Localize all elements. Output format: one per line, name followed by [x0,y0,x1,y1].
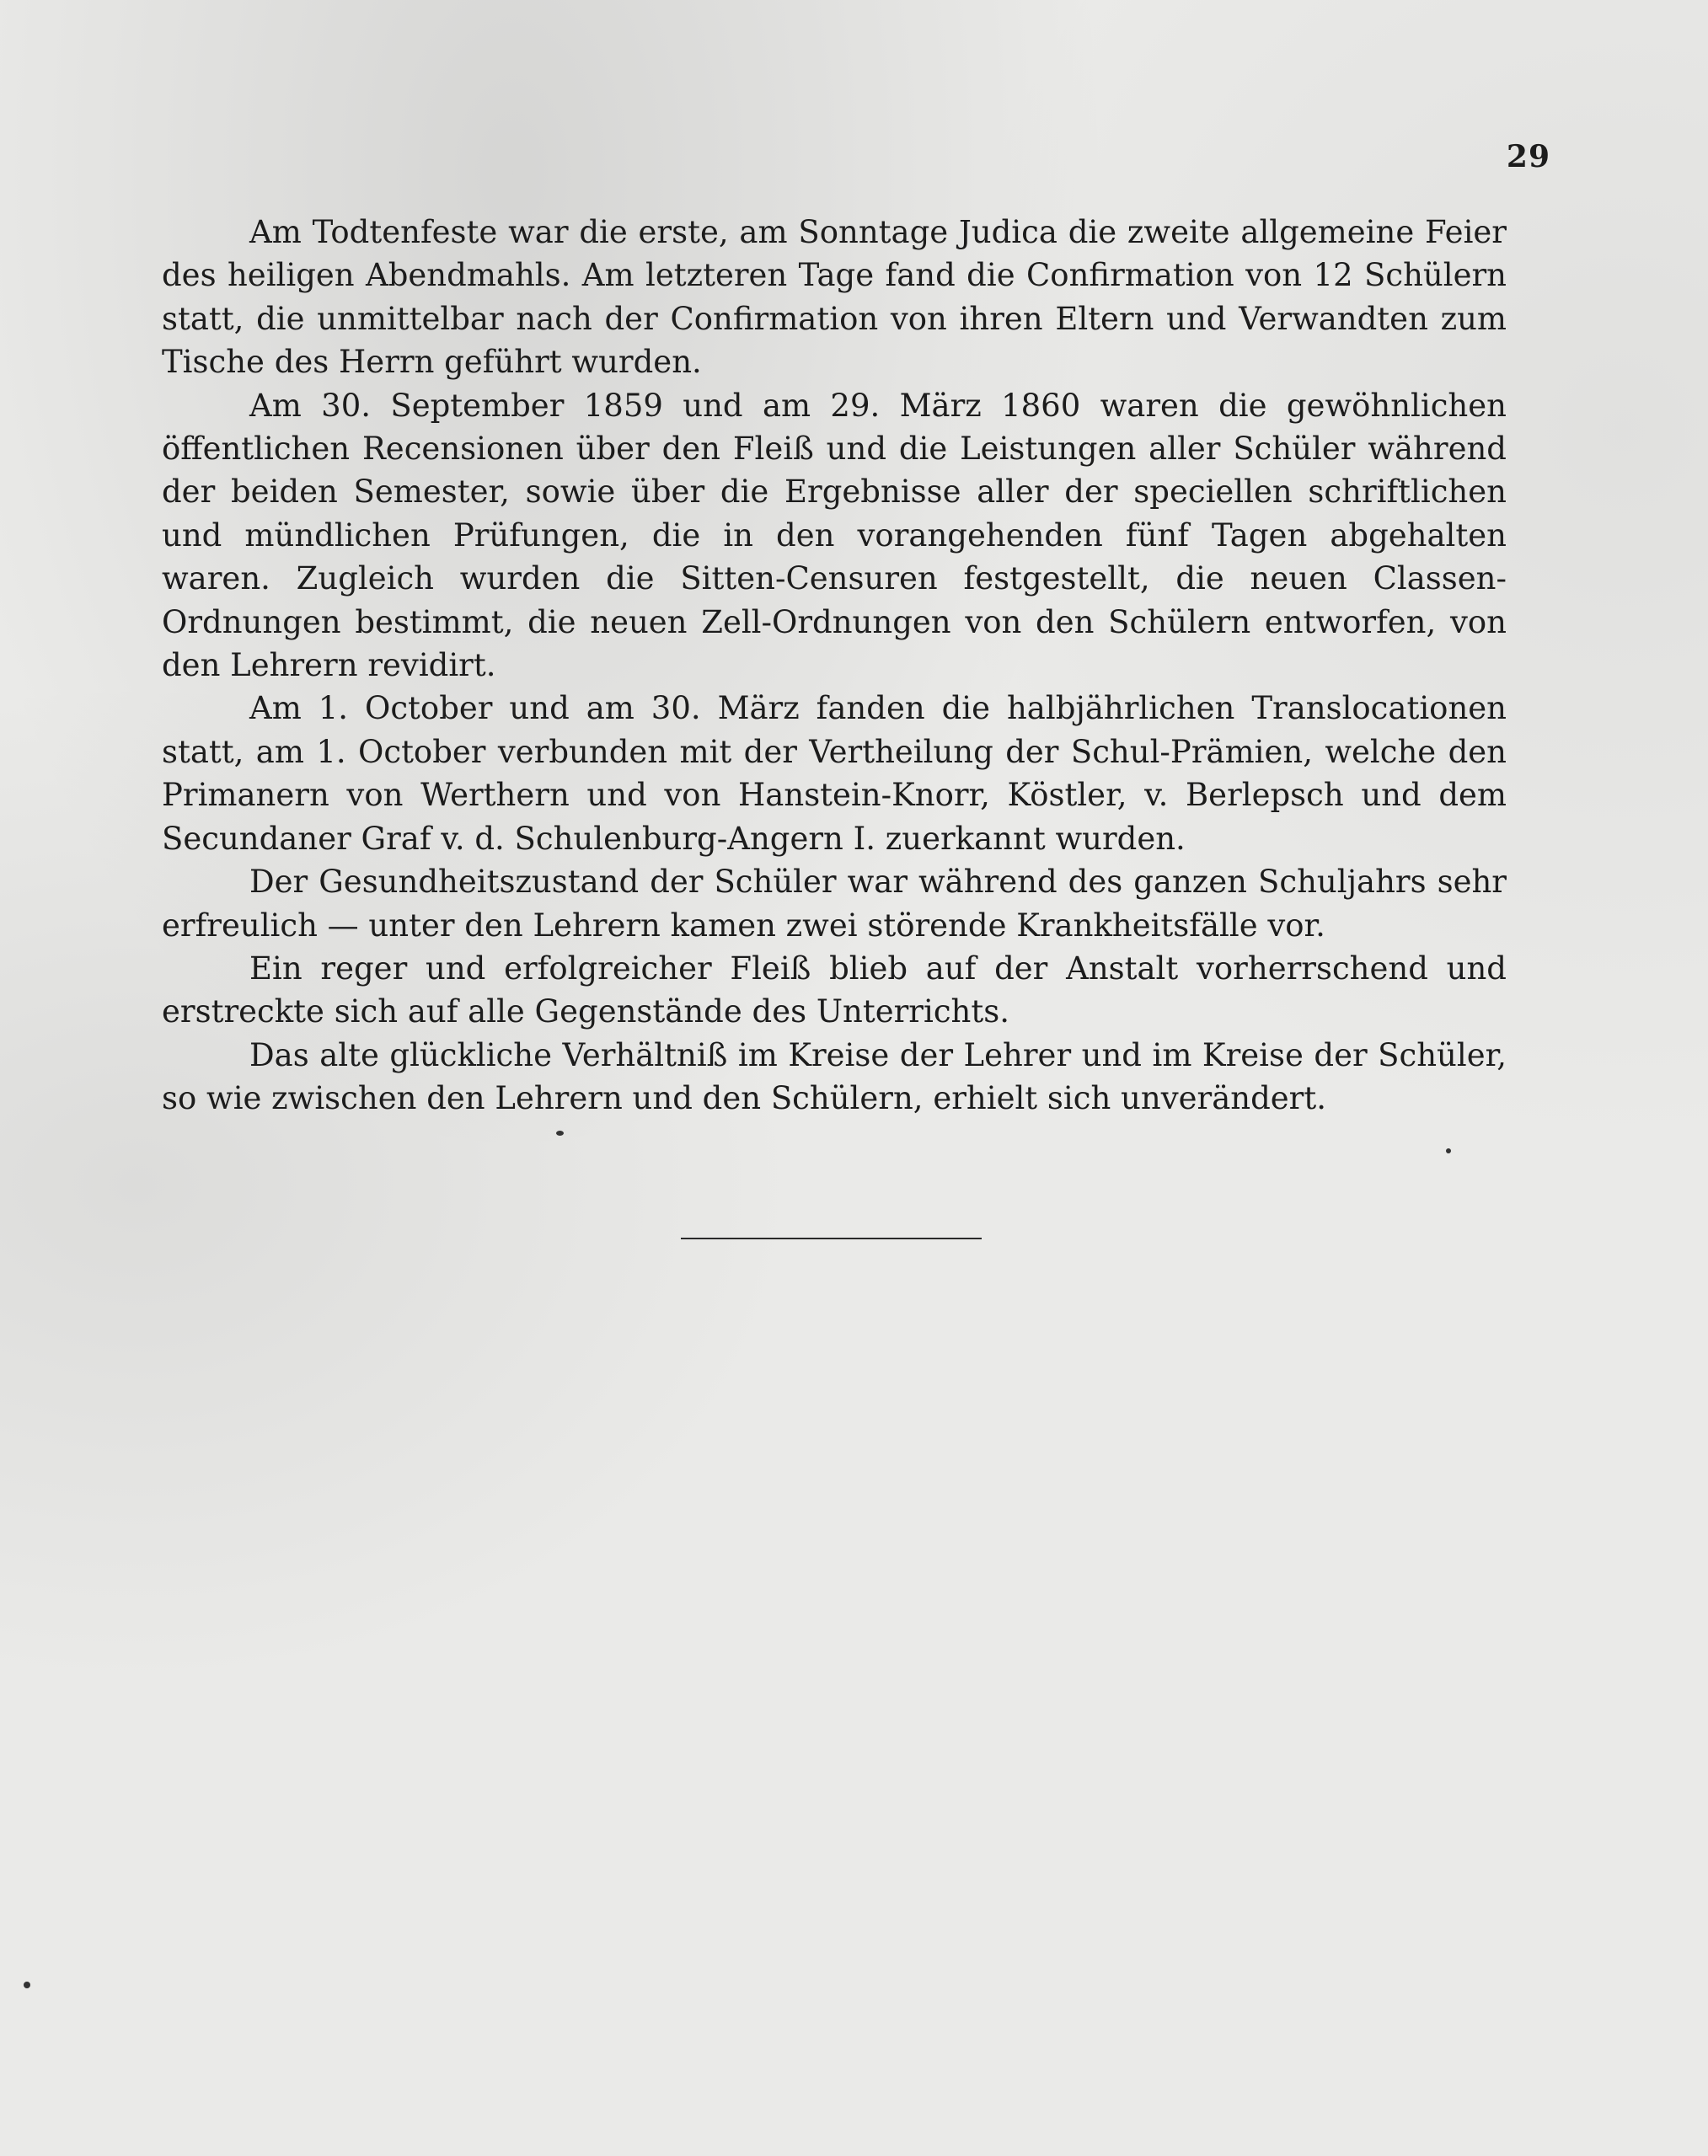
page-number: 29 [1506,139,1550,174]
body-text [162,211,1507,1121]
paper-speck [556,1131,564,1136]
paragraph-translocations: Am 1. October und am 30. März fanden die halbjährlichen Translocationen statt, am 1. October verbunden mit der Vertheilung der Schul-Prämien, welche den Primanern von Werthern und von Hanstein-Knorr, Köstler, v. Berlepsch und dem Secundaner Graf v. d. Schulenburg-Angern I. zuerkannt wurden. [162,690,1507,857]
paper-speck [1446,1148,1451,1153]
paragraph-diligence: Ein reger und erfolgreicher Fleiß blieb auf der Anstalt vorherrschend und erstreckte sich auf alle Gegenstände des Unterrichts. [162,950,1507,1030]
paragraph-communion: Am Todtenfeste war die erste, am Sonntage Judica die zweite allgemeine Feier des heiligen Abendmahls. Am letzteren Tage fand die Confirmation von 12 Schülern statt, die unmittelbar nach der Confirmation von ihren Eltern und Verwandten zum Tische des Herrn geführt wurden. [162,214,1507,381]
paragraph-recensions: Am 30. September 1859 und am 29. März 1860 waren die gewöhnlichen öffentlichen Recensionen über den Fleiß und die Leistungen aller Schüler während der beiden Semester, sowie über die Ergebnisse aller der speciellen schriftlichen und mündlichen Prüfungen, die in den vorangehenden fünf Tagen abgehalten waren. Zugleich wurden die Sitten-Censuren festgestellt, die neuen Classen-Ordnungen bestimmt, die neuen Zell-Ordnungen von den Schülern entworfen, von den Lehrern revidirt. [162,387,1507,684]
closing-rule [681,1238,982,1239]
paragraph-health: Der Gesundheitszustand der Schüler war während des ganzen Schuljahrs sehr erfreulich — unter den Lehrern kamen zwei störende Krankheitsfälle vor. [162,864,1507,944]
paper-speck [24,1982,30,1988]
paragraph-relations: Das alte glückliche Verhältniß im Kreise der Lehrer und im Kreise der Schüler, so wie zwischen den Lehrern und den Schülern, erhielt sich unverändert. [162,1036,1507,1117]
